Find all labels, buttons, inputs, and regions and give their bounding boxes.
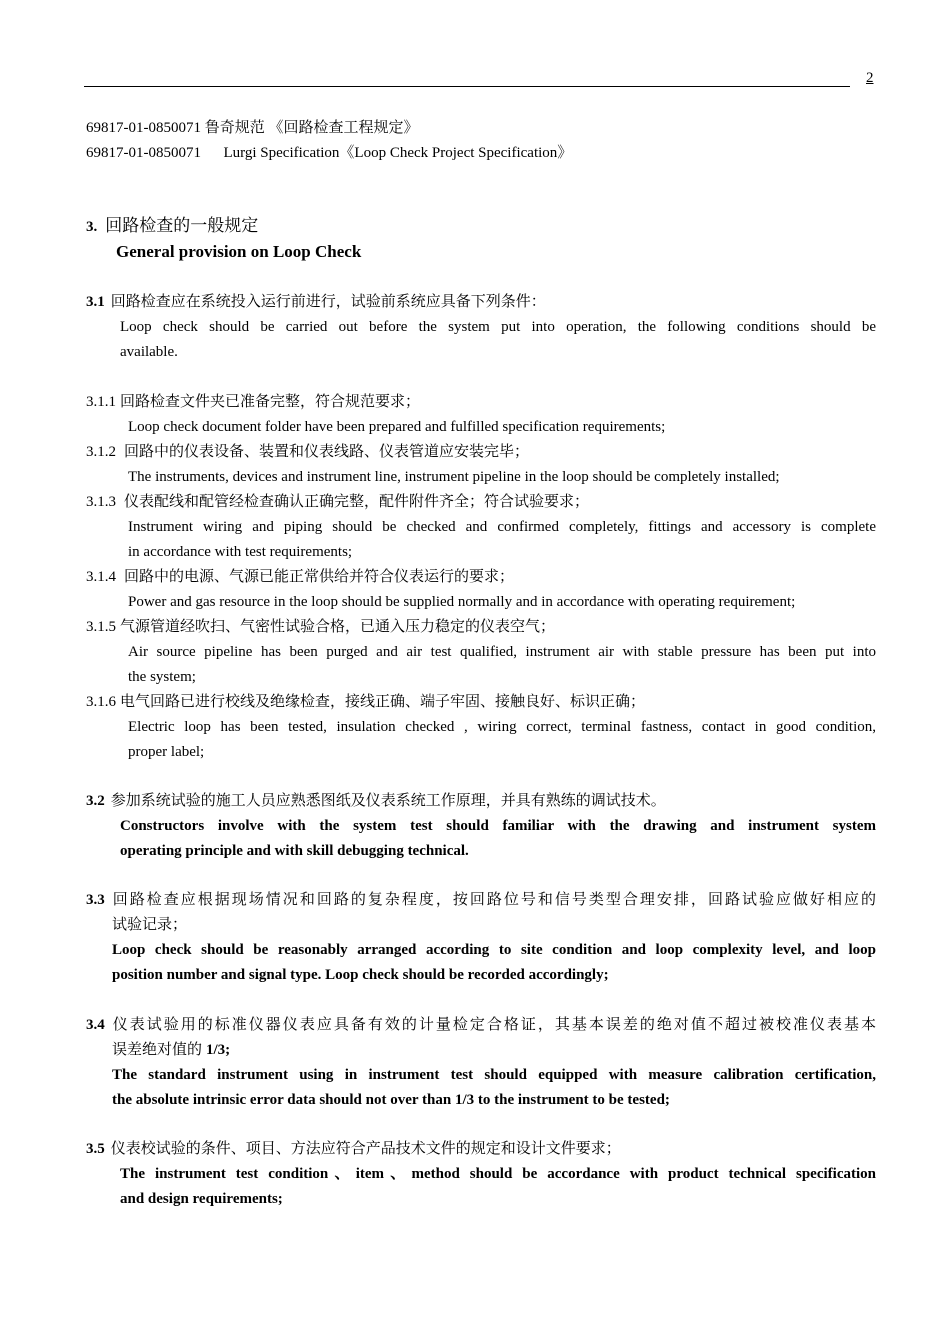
section-title-cn: 回路检查的一般规定 (105, 216, 259, 235)
clause-text-cn: 回路检查应根据现场情况和回路的复杂程度，按回路位号和信号类型合理安排，回路试验应做好相应的 (110, 892, 876, 908)
item-text-cn: 回路中的仪表设备、装置和仪表线路、仪表管道应安装完毕； (124, 444, 530, 460)
item-3-1-3-cn (86, 490, 589, 515)
item-text-cn: 电气回路已进行校线及绝缘检查，接线正确、端子牢固、接触良好、标识正确； (120, 694, 646, 710)
clause-3-3-cn-1 (86, 888, 876, 913)
clause-3-5-cn (86, 1137, 621, 1162)
clause-number: 3.5 (86, 1141, 105, 1157)
item-3-1-4-en: Power and gas resource in the loop should be supplied normally and in accordance with operating requirement; (128, 594, 796, 610)
item-number: 3.1.3 (86, 494, 116, 510)
clause-number: 3.4 (86, 1017, 105, 1033)
item-3-1-1-cn (86, 390, 420, 415)
reference-line-en: 69817-01-0850071 Lurgi Specification《Loop Check Project Specification》 (86, 145, 573, 161)
item-3-1-3-en-2: in accordance with test requirements; (128, 544, 353, 560)
item-text-cn: 回路中的电源、气源已能正常供给并符合仪表运行的要求； (124, 569, 515, 585)
item-3-1-6-en-2: proper label; (128, 744, 205, 760)
item-3-1-5-cn (86, 615, 555, 640)
clause-3-3-en-1: Loop check should be reasonably arranged according to site condition and loop complexity level, and loop (112, 942, 876, 958)
clause-3-1-en-1: Loop check should be carried out before the system put into operation, the following conditions should be (120, 319, 876, 335)
clause-3-2-en-2: operating principle and with skill debugging technical. (120, 843, 469, 859)
clause-3-4-cn-1 (86, 1013, 876, 1038)
item-3-1-5-en-1: Air source pipeline has been purged and air test qualified, instrument air with stable pressure has been put into (128, 644, 876, 660)
section-title-en: General provision on Loop Check (116, 242, 362, 261)
item-3-1-5-en-2: the system; (128, 669, 196, 685)
item-3-1-4-cn (86, 565, 514, 590)
item-number: 3.1.5 (86, 619, 116, 635)
clause-3-2-cn (86, 789, 666, 814)
ratio-value: 1/3; (206, 1042, 231, 1058)
item-text-cn: 回路检查文件夹已准备完整，符合规范要求； (120, 394, 421, 410)
item-3-1-6-en-1: Electric loop has been tested, insulation checked , wiring correct, terminal fastness, contact in good condition, (128, 719, 876, 735)
clause-3-1-cn (86, 290, 546, 315)
item-3-1-2-en: The instruments, devices and instrument line, instrument pipeline in the loop should be completely installed; (128, 469, 780, 485)
item-number: 3.1.4 (86, 569, 116, 585)
section-number: 3. (86, 219, 98, 235)
item-number: 3.1.2 (86, 444, 116, 460)
item-3-1-6-cn (86, 690, 645, 715)
item-3-1-2-cn (86, 440, 529, 465)
item-3-1-1-en: Loop check document folder have been prepared and fulfilled specification requirements; (128, 419, 666, 435)
reference-line-cn: 69817-01-0850071 鲁奇规范 《回路检查工程规定》 (86, 120, 419, 136)
clause-3-5-en-1: The instrument test condition、item、method should be accordance with product technical specification (120, 1166, 876, 1182)
header-rule (84, 86, 850, 87)
clause-text-cn: 仪表试验用的标准仪器仪表应具备有效的计量检定合格证，其基本误差的绝对值不超过被校准仪表基本 (110, 1017, 876, 1033)
clause-number: 3.3 (86, 892, 105, 908)
clause-3-4-cn-2 (112, 1038, 230, 1063)
clause-3-3-en-2: position number and signal type. Loop check should be recorded accordingly; (112, 967, 609, 983)
clause-3-3-cn-2: 试验记录； (112, 917, 188, 933)
clause-3-5-en-2: and design requirements; (120, 1191, 283, 1207)
clause-3-2-en-1: Constructors involve with the system test should familiar with the drawing and instrument system (120, 818, 876, 834)
clause-number: 3.2 (86, 793, 105, 809)
item-number: 3.1.6 (86, 694, 116, 710)
clause-text-cn: 误差绝对值的 (112, 1042, 203, 1058)
item-text-cn: 仪表配线和配管经检查确认正确完整，配件附件齐全；符合试验要求； (124, 494, 590, 510)
item-text-cn: 气源管道经吹扫、气密性试验合格，已通入压力稳定的仪表空气； (120, 619, 556, 635)
item-3-1-3-en-1: Instrument wiring and piping should be checked and confirmed completely, fittings and accessory is complete (128, 519, 876, 535)
clause-text-cn: 回路检查应在系统投入运行前进行，试验前系统应具备下列条件： (110, 294, 546, 310)
item-number: 3.1.1 (86, 394, 116, 410)
section-3-heading (86, 213, 258, 240)
clause-3-4-en-2: the absolute intrinsic error data should not over than 1/3 to the instrument to be tested; (112, 1092, 670, 1108)
clause-number: 3.1 (86, 294, 105, 310)
clause-text-cn: 参加系统试验的施工人员应熟悉图纸及仪表系统工作原理，并具有熟练的调试技术。 (110, 793, 666, 809)
page-number: 2 (866, 70, 874, 86)
clause-3-4-en-1: The standard instrument using in instrument test should equipped with measure calibration certification, (112, 1067, 876, 1083)
clause-text-cn: 仪表校试验的条件、项目、方法应符合产品技术文件的规定和设计文件要求； (110, 1141, 621, 1157)
clause-3-1-en-2: available. (120, 344, 178, 360)
